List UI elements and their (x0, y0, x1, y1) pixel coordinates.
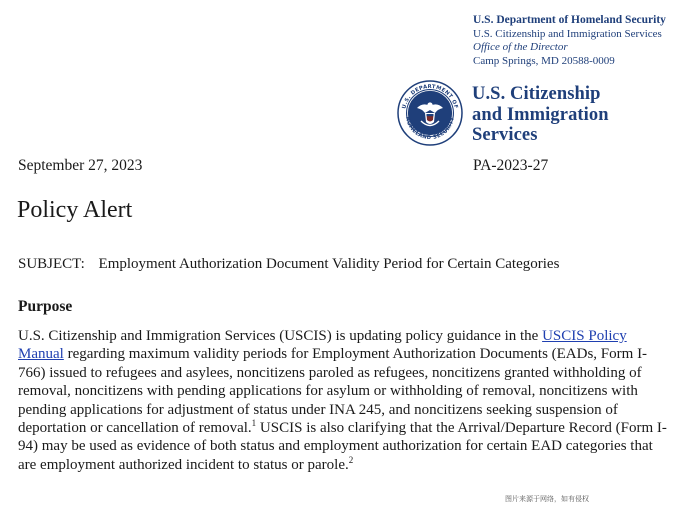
purpose-paragraph (18, 327, 668, 474)
purpose-text: USCIS is also clarifying that the Arrival/Departure Record (Form I-94) may be used as evidence of both status and employment authorization for certain EAD categories that are employment authorized incident to status or parole. (18, 420, 667, 473)
purpose-text: regarding maximum validity periods for Employment Authorization Documents (EADs, Form I-766) issued to refugees and asylees, noncitizens paroled as refugees, noncitizens granted withholding of removal, noncitizens with pending applications for asylum or withholding of removal, noncitizens with pending applications for adjustment of status under INA 245, and noncitizens seeking suspension of deportation or cancellation of removal. (18, 346, 648, 437)
department-name: U.S. Department of Homeland Security (473, 14, 666, 26)
address-line: Camp Springs, MD 20588-0009 (473, 54, 615, 67)
office-line: Office of the Director (473, 41, 568, 54)
policy-alert-number: PA-2023-27 (473, 157, 549, 174)
image-source-watermark: 图片来源于网络，如有侵权 (505, 495, 589, 503)
brand-line: and Immigration (472, 104, 609, 125)
subject-label: SUBJECT: (18, 256, 85, 272)
brand-line: U.S. Citizenship (472, 84, 601, 104)
dhs-seal-icon (397, 80, 463, 146)
subject-text: Employment Authorization Document Validity Period for Certain Categories (98, 256, 560, 272)
purpose-heading: Purpose (18, 298, 73, 315)
agency-line: U.S. Citizenship and Immigration Services (473, 27, 662, 40)
svg-text:HOMELAND SECURITY: HOMELAND SECURITY (403, 116, 456, 142)
footnote-marker[interactable]: 1 (251, 418, 257, 429)
page-title: Policy Alert (17, 197, 133, 223)
uscis-policy-manual-link[interactable]: USCIS Policy Manual (18, 328, 627, 363)
footnote-marker[interactable]: 2 (348, 454, 354, 465)
memo-date: September 27, 2023 (18, 157, 143, 174)
subject-line (18, 256, 559, 273)
purpose-text: U.S. Citizenship and Immigration Services (USCIS) is updating policy guidance in the (18, 328, 543, 344)
agency-address-block (473, 14, 678, 68)
svg-text:U.S. DEPARTMENT OF: U.S. DEPARTMENT OF (401, 83, 459, 110)
brand-line: Services (472, 125, 538, 145)
uscis-wordmark (472, 84, 672, 146)
